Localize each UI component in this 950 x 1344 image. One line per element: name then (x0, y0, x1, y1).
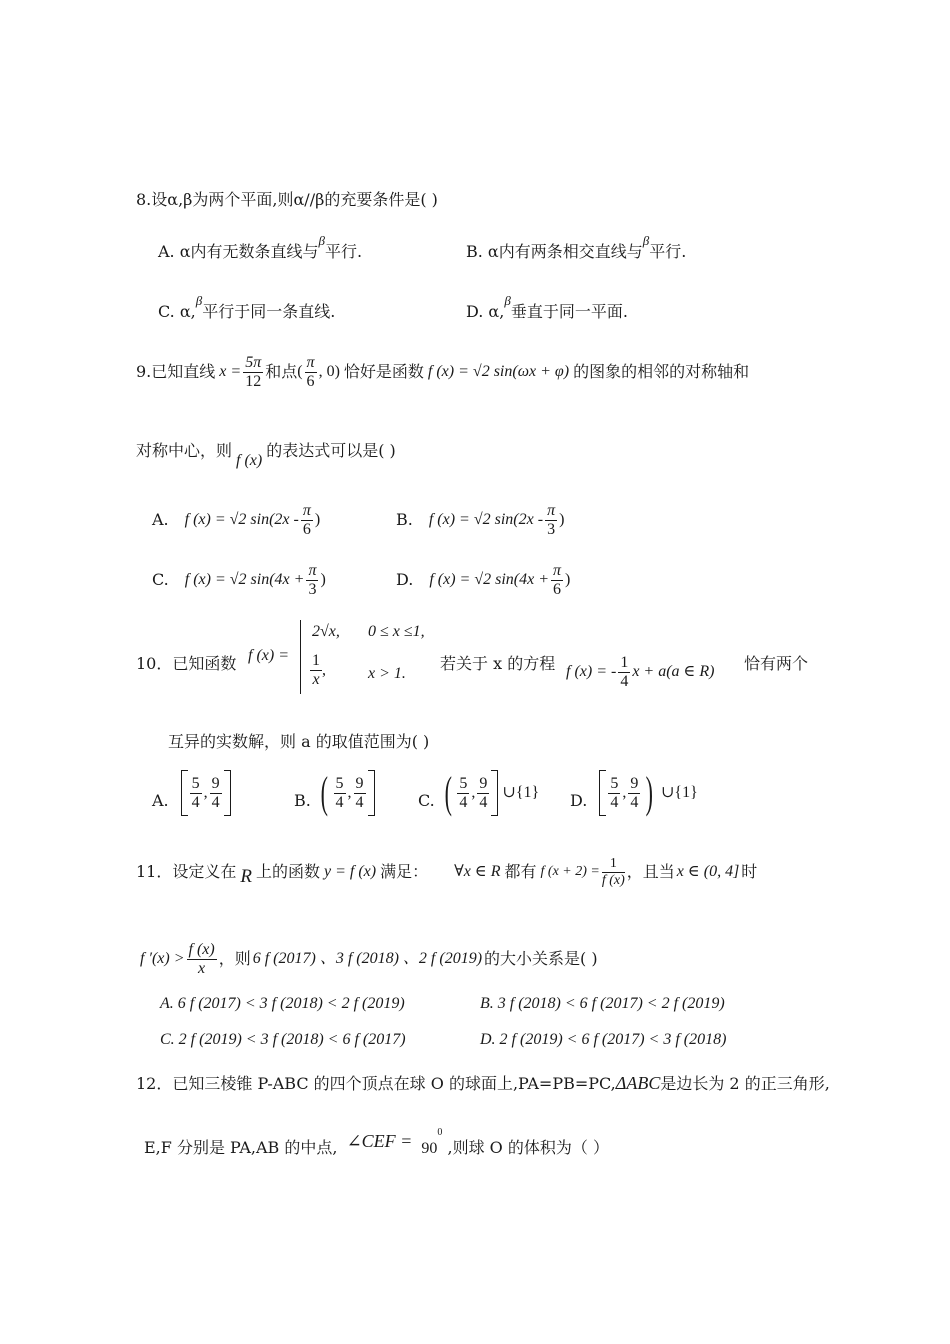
q10-option-a: A. $\frac{5}{4}$ , $\frac{9}{4}$ (152, 770, 231, 816)
q9-stem: 9.已知直线 x = $\frac{5\pi}{12}$ 和点 ( $\frac{\pi}{6}$ , 0) 恰好是函数 f (x) = √2 sin(ωx + φ) 的图象的相邻的对称轴和 (136, 353, 750, 390)
q11-option-c: C. 2 f (2019) < 3 f (2018) < 6 f (2017) (160, 1031, 406, 1048)
q11-option-a: A. 6 f (2017) < 3 f (2018) < 2 f (2019) (160, 995, 405, 1012)
q8-option-d: D. α,$^\beta$垂直于同一平面. (466, 293, 628, 321)
q11-stem: 11．设定义在 R 上的函数 y = f (x) 满足： ∀x ∈ R 都有 f (x + 2) = $\frac{1}{f (x)}$ ，且当 x ∈ (0, 4] 时 (136, 856, 758, 888)
q8-option-a: A. α内有无数条直线与$^\beta$平行. (158, 233, 363, 261)
q10-mid: 若关于 x 的方程 (440, 654, 556, 673)
q10-option-d: D. $\frac{5}{4}$ , $\frac{9}{4}$ ) ∪{1} (570, 768, 698, 817)
q10-fx: f (x) = (248, 647, 289, 664)
q8-option-b: B. α内有两条相交直线与$^\beta$平行. (466, 233, 687, 261)
q9-option-b: B. f (x) = √2 sin(2x - $\frac{\pi}{3}$ ) (396, 501, 565, 538)
q10-option-c: C. ( $\frac{5}{4}$ , $\frac{9}{4}$ ∪{1} (418, 768, 540, 817)
q10-option-b: B. ( $\frac{5}{4}$ , $\frac{9}{4}$ (294, 770, 375, 816)
q10-label: 10．已知函数 (136, 654, 237, 673)
q12-stem-line2: E,F 分别是 PA,AB 的中点, ∠CEF = $90^0$ ,则球 O 的体积为（ ） (144, 1127, 609, 1157)
q8-stem: 8.设α,β为两个平面,则α//β的充要条件是( ) (136, 190, 438, 209)
q10-case1-cond: 0 ≤ x ≤1, (368, 623, 425, 640)
q9-option-a: A. f (x) = √2 sin(2x - $\frac{\pi}{6}$ ) (152, 501, 321, 538)
q10-case2: $\frac{1}{x}$ , (312, 652, 326, 688)
q11-condition: f ′(x) > $\frac{f (x)}{x}$ ，则 6 f (2017) 、3 f (2018) 、2 f (2019) 的大小关系是( ) (140, 940, 598, 977)
q9-option-d: D. f (x) = √2 sin(4x + $\frac{\pi}{6}$ ) (396, 561, 571, 598)
q11-option-d: D. 2 f (2019) < 6 f (2017) < 3 f (2018) (480, 1031, 727, 1048)
q9-fraction-5pi-12: $\frac{5\pi}{12}$ (245, 353, 262, 390)
q9-option-c: C. f (x) = √2 sin(4x + $\frac{\pi}{3}$ ) (152, 561, 326, 598)
q10-case2-cond: x > 1. (368, 665, 406, 682)
q10-case1: 2√x, (312, 623, 340, 640)
q8-option-c: C. α,$^\beta$平行于同一条直线. (158, 293, 336, 321)
q10-equation: f (x) = - $\frac{1}{4}$ x + a(a ∈ R) (566, 653, 715, 690)
q9-fraction-pi-6: $\frac{\pi}{6}$ (306, 353, 315, 390)
q9-stem-line2: 对称中心，则 f (x) 的表达式可以是( ) (136, 441, 396, 469)
q10-line2: 互异的实数解，则 a 的取值范围为( ) (168, 732, 430, 751)
q11-option-b: B. 3 f (2018) < 6 f (2017) < 2 f (2019) (480, 995, 725, 1012)
q10-brace (300, 620, 309, 694)
q12-stem: 12．已知三棱锥 P-ABC 的四个顶点在球 O 的球面上,PA=PB=PC,ΔABC是边长为 2 的正三角形, (136, 1073, 830, 1093)
q10-tail: 恰有两个 (744, 654, 809, 673)
